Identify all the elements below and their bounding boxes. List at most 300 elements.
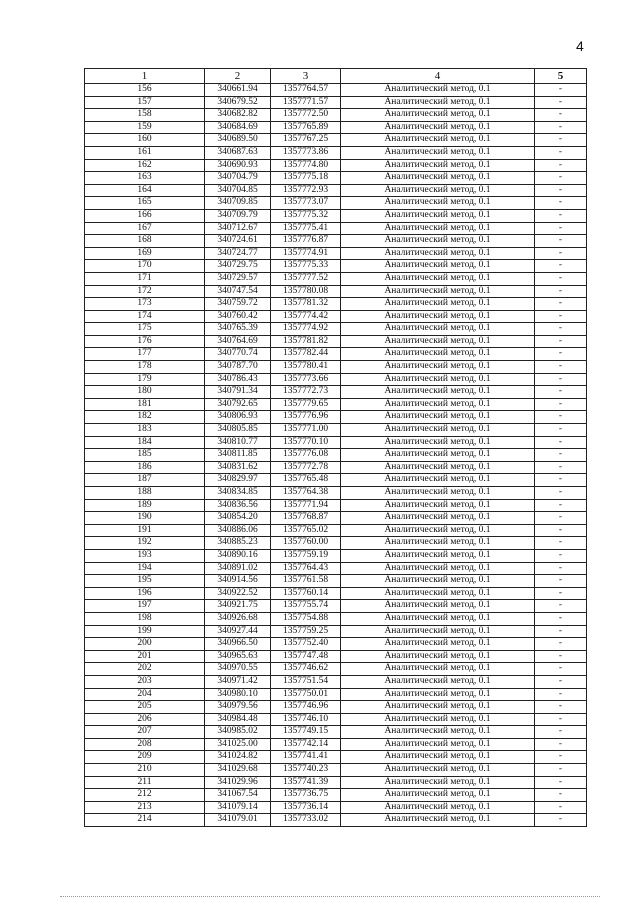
point-number-cell: 178 (85, 361, 205, 374)
x-coordinate-cell: 340684.69 (205, 121, 271, 134)
table-row (85, 575, 587, 588)
y-coordinate-cell: 1357751.54 (271, 675, 341, 688)
x-coordinate-cell: 341024.82 (205, 751, 271, 764)
y-coordinate-cell: 1357747.48 (271, 650, 341, 663)
note-cell: - (535, 96, 587, 109)
method-cell: Аналитический метод, 0.1 (341, 562, 535, 575)
method-cell: Аналитический метод, 0.1 (341, 738, 535, 751)
table-row (85, 650, 587, 663)
x-coordinate-cell: 340891.02 (205, 562, 271, 575)
point-number-cell: 158 (85, 109, 205, 122)
method-cell: Аналитический метод, 0.1 (341, 726, 535, 739)
y-coordinate-cell: 1357774.92 (271, 323, 341, 336)
x-coordinate-cell: 340926.68 (205, 612, 271, 625)
x-coordinate-cell: 341079.14 (205, 801, 271, 814)
table-row (85, 209, 587, 222)
note-cell: - (535, 386, 587, 399)
table-row (85, 146, 587, 159)
x-coordinate-cell: 340759.72 (205, 298, 271, 311)
table-row (85, 764, 587, 777)
method-cell: Аналитический метод, 0.1 (341, 84, 535, 97)
note-cell: - (535, 373, 587, 386)
y-coordinate-cell: 1357752.40 (271, 638, 341, 651)
note-cell: - (535, 776, 587, 789)
note-cell: - (535, 310, 587, 323)
method-cell: Аналитический метод, 0.1 (341, 663, 535, 676)
y-coordinate-cell: 1357771.57 (271, 96, 341, 109)
y-coordinate-cell: 1357740.23 (271, 764, 341, 777)
point-number-cell: 207 (85, 726, 205, 739)
method-cell: Аналитический метод, 0.1 (341, 512, 535, 525)
note-cell: - (535, 562, 587, 575)
note-cell: - (535, 285, 587, 298)
method-cell: Аналитический метод, 0.1 (341, 625, 535, 638)
table-row (85, 562, 587, 575)
table-row (85, 487, 587, 500)
method-cell: Аналитический метод, 0.1 (341, 499, 535, 512)
note-cell: - (535, 159, 587, 172)
note-cell: - (535, 801, 587, 814)
point-number-cell: 157 (85, 96, 205, 109)
x-coordinate-cell: 340890.16 (205, 549, 271, 562)
note-cell: - (535, 260, 587, 273)
point-number-cell: 193 (85, 549, 205, 562)
point-number-cell: 168 (85, 235, 205, 248)
x-coordinate-cell: 340854.20 (205, 512, 271, 525)
y-coordinate-cell: 1357741.39 (271, 776, 341, 789)
point-number-cell: 183 (85, 424, 205, 437)
method-cell: Аналитический метод, 0.1 (341, 335, 535, 348)
x-coordinate-cell: 340791.34 (205, 386, 271, 399)
y-coordinate-cell: 1357736.75 (271, 789, 341, 802)
x-coordinate-cell: 340965.63 (205, 650, 271, 663)
point-number-cell: 175 (85, 323, 205, 336)
note-cell: - (535, 411, 587, 424)
point-number-cell: 199 (85, 625, 205, 638)
note-cell: - (535, 587, 587, 600)
header-col-3: 3 (271, 69, 341, 84)
x-coordinate-cell: 340792.65 (205, 398, 271, 411)
method-cell: Аналитический метод, 0.1 (341, 247, 535, 260)
method-cell: Аналитический метод, 0.1 (341, 285, 535, 298)
coordinates-table (84, 68, 587, 827)
table-row (85, 499, 587, 512)
point-number-cell: 191 (85, 524, 205, 537)
x-coordinate-cell: 340836.56 (205, 499, 271, 512)
method-cell: Аналитический метод, 0.1 (341, 272, 535, 285)
table-row (85, 386, 587, 399)
note-cell: - (535, 814, 587, 827)
point-number-cell: 186 (85, 461, 205, 474)
note-cell: - (535, 348, 587, 361)
method-cell: Аналитический метод, 0.1 (341, 449, 535, 462)
table-row (85, 96, 587, 109)
method-cell: Аналитический метод, 0.1 (341, 348, 535, 361)
x-coordinate-cell: 340712.67 (205, 222, 271, 235)
note-cell: - (535, 449, 587, 462)
table-row (85, 524, 587, 537)
table-row (85, 361, 587, 374)
method-cell: Аналитический метод, 0.1 (341, 159, 535, 172)
table-row (85, 424, 587, 437)
y-coordinate-cell: 1357781.32 (271, 298, 341, 311)
y-coordinate-cell: 1357780.08 (271, 285, 341, 298)
y-coordinate-cell: 1357764.57 (271, 84, 341, 97)
y-coordinate-cell: 1357774.80 (271, 159, 341, 172)
x-coordinate-cell: 340985.02 (205, 726, 271, 739)
table-row (85, 474, 587, 487)
y-coordinate-cell: 1357765.48 (271, 474, 341, 487)
x-coordinate-cell: 340914.56 (205, 575, 271, 588)
x-coordinate-cell: 340661.94 (205, 84, 271, 97)
point-number-cell: 211 (85, 776, 205, 789)
point-number-cell: 213 (85, 801, 205, 814)
x-coordinate-cell: 340886.06 (205, 524, 271, 537)
method-cell: Аналитический метод, 0.1 (341, 713, 535, 726)
table-row (85, 235, 587, 248)
method-cell: Аналитический метод, 0.1 (341, 235, 535, 248)
method-cell: Аналитический метод, 0.1 (341, 96, 535, 109)
table-row (85, 587, 587, 600)
table-row (85, 461, 587, 474)
x-coordinate-cell: 340704.85 (205, 184, 271, 197)
point-number-cell: 160 (85, 134, 205, 147)
point-number-cell: 163 (85, 172, 205, 185)
y-coordinate-cell: 1357781.82 (271, 335, 341, 348)
y-coordinate-cell: 1357777.52 (271, 272, 341, 285)
table-row (85, 512, 587, 525)
y-coordinate-cell: 1357746.62 (271, 663, 341, 676)
footer-divider (60, 896, 600, 897)
table-body (85, 84, 587, 827)
y-coordinate-cell: 1357772.50 (271, 109, 341, 122)
table-row (85, 323, 587, 336)
method-cell: Аналитический метод, 0.1 (341, 688, 535, 701)
method-cell: Аналитический метод, 0.1 (341, 109, 535, 122)
x-coordinate-cell: 340966.50 (205, 638, 271, 651)
x-coordinate-cell: 340786.43 (205, 373, 271, 386)
point-number-cell: 197 (85, 600, 205, 613)
point-number-cell: 162 (85, 159, 205, 172)
y-coordinate-cell: 1357755.74 (271, 600, 341, 613)
y-coordinate-cell: 1357733.02 (271, 814, 341, 827)
point-number-cell: 189 (85, 499, 205, 512)
method-cell: Аналитический метод, 0.1 (341, 411, 535, 424)
x-coordinate-cell: 340770.74 (205, 348, 271, 361)
y-coordinate-cell: 1357770.10 (271, 436, 341, 449)
method-cell: Аналитический метод, 0.1 (341, 487, 535, 500)
y-coordinate-cell: 1357779.65 (271, 398, 341, 411)
method-cell: Аналитический метод, 0.1 (341, 121, 535, 134)
note-cell: - (535, 222, 587, 235)
method-cell: Аналитический метод, 0.1 (341, 310, 535, 323)
point-number-cell: 205 (85, 701, 205, 714)
header-col-4: 4 (341, 69, 535, 84)
point-number-cell: 190 (85, 512, 205, 525)
x-coordinate-cell: 340921.75 (205, 600, 271, 613)
x-coordinate-cell: 340729.57 (205, 272, 271, 285)
x-coordinate-cell: 340709.79 (205, 209, 271, 222)
y-coordinate-cell: 1357768.87 (271, 512, 341, 525)
method-cell: Аналитический метод, 0.1 (341, 701, 535, 714)
table-row (85, 638, 587, 651)
table-row (85, 335, 587, 348)
note-cell: - (535, 549, 587, 562)
y-coordinate-cell: 1357782.44 (271, 348, 341, 361)
point-number-cell: 208 (85, 738, 205, 751)
x-coordinate-cell: 340971.42 (205, 675, 271, 688)
y-coordinate-cell: 1357780.41 (271, 361, 341, 374)
y-coordinate-cell: 1357759.19 (271, 549, 341, 562)
x-coordinate-cell: 340829.97 (205, 474, 271, 487)
table-row (85, 726, 587, 739)
note-cell: - (535, 688, 587, 701)
x-coordinate-cell: 340922.52 (205, 587, 271, 600)
table-row (85, 398, 587, 411)
table-row (85, 801, 587, 814)
y-coordinate-cell: 1357736.14 (271, 801, 341, 814)
x-coordinate-cell: 340984.48 (205, 713, 271, 726)
x-coordinate-cell: 340704.79 (205, 172, 271, 185)
x-coordinate-cell: 340970.55 (205, 663, 271, 676)
method-cell: Аналитический метод, 0.1 (341, 474, 535, 487)
point-number-cell: 164 (85, 184, 205, 197)
x-coordinate-cell: 340810.77 (205, 436, 271, 449)
x-coordinate-cell: 340724.61 (205, 235, 271, 248)
y-coordinate-cell: 1357746.10 (271, 713, 341, 726)
method-cell: Аналитический метод, 0.1 (341, 146, 535, 159)
y-coordinate-cell: 1357771.00 (271, 424, 341, 437)
method-cell: Аналитический метод, 0.1 (341, 134, 535, 147)
x-coordinate-cell: 340690.93 (205, 159, 271, 172)
y-coordinate-cell: 1357764.38 (271, 487, 341, 500)
x-coordinate-cell: 340787.70 (205, 361, 271, 374)
method-cell: Аналитический метод, 0.1 (341, 260, 535, 273)
x-coordinate-cell: 341067.54 (205, 789, 271, 802)
method-cell: Аналитический метод, 0.1 (341, 524, 535, 537)
note-cell: - (535, 575, 587, 588)
table-row (85, 310, 587, 323)
y-coordinate-cell: 1357772.73 (271, 386, 341, 399)
point-number-cell: 209 (85, 751, 205, 764)
point-number-cell: 167 (85, 222, 205, 235)
point-number-cell: 185 (85, 449, 205, 462)
y-coordinate-cell: 1357774.42 (271, 310, 341, 323)
method-cell: Аналитический метод, 0.1 (341, 675, 535, 688)
note-cell: - (535, 625, 587, 638)
point-number-cell: 177 (85, 348, 205, 361)
note-cell: - (535, 499, 587, 512)
y-coordinate-cell: 1357750.01 (271, 688, 341, 701)
x-coordinate-cell: 341079.01 (205, 814, 271, 827)
x-coordinate-cell: 341029.96 (205, 776, 271, 789)
method-cell: Аналитический метод, 0.1 (341, 436, 535, 449)
note-cell: - (535, 184, 587, 197)
table-row (85, 84, 587, 97)
point-number-cell: 198 (85, 612, 205, 625)
method-cell: Аналитический метод, 0.1 (341, 814, 535, 827)
note-cell: - (535, 726, 587, 739)
y-coordinate-cell: 1357760.14 (271, 587, 341, 600)
y-coordinate-cell: 1357776.96 (271, 411, 341, 424)
y-coordinate-cell: 1357775.33 (271, 260, 341, 273)
y-coordinate-cell: 1357761.58 (271, 575, 341, 588)
table-row (85, 713, 587, 726)
note-cell: - (535, 738, 587, 751)
note-cell: - (535, 146, 587, 159)
note-cell: - (535, 134, 587, 147)
note-cell: - (535, 197, 587, 210)
y-coordinate-cell: 1357773.07 (271, 197, 341, 210)
note-cell: - (535, 650, 587, 663)
header-col-5: 5 (535, 69, 587, 84)
method-cell: Аналитический метод, 0.1 (341, 398, 535, 411)
x-coordinate-cell: 340806.93 (205, 411, 271, 424)
table-row (85, 814, 587, 827)
x-coordinate-cell: 340682.82 (205, 109, 271, 122)
table-row (85, 172, 587, 185)
table-row (85, 612, 587, 625)
point-number-cell: 171 (85, 272, 205, 285)
point-number-cell: 165 (85, 197, 205, 210)
note-cell: - (535, 272, 587, 285)
note-cell: - (535, 247, 587, 260)
x-coordinate-cell: 341025.00 (205, 738, 271, 751)
method-cell: Аналитический метод, 0.1 (341, 386, 535, 399)
point-number-cell: 170 (85, 260, 205, 273)
table-row (85, 298, 587, 311)
note-cell: - (535, 335, 587, 348)
method-cell: Аналитический метод, 0.1 (341, 424, 535, 437)
y-coordinate-cell: 1357741.41 (271, 751, 341, 764)
point-number-cell: 206 (85, 713, 205, 726)
header-col-1: 1 (85, 69, 205, 84)
method-cell: Аналитический метод, 0.1 (341, 650, 535, 663)
y-coordinate-cell: 1357742.14 (271, 738, 341, 751)
table-row (85, 751, 587, 764)
note-cell: - (535, 713, 587, 726)
x-coordinate-cell: 340687.63 (205, 146, 271, 159)
x-coordinate-cell: 340834.85 (205, 487, 271, 500)
point-number-cell: 192 (85, 537, 205, 550)
y-coordinate-cell: 1357775.41 (271, 222, 341, 235)
point-number-cell: 161 (85, 146, 205, 159)
note-cell: - (535, 789, 587, 802)
point-number-cell: 172 (85, 285, 205, 298)
note-cell: - (535, 323, 587, 336)
method-cell: Аналитический метод, 0.1 (341, 612, 535, 625)
point-number-cell: 184 (85, 436, 205, 449)
note-cell: - (535, 663, 587, 676)
method-cell: Аналитический метод, 0.1 (341, 764, 535, 777)
note-cell: - (535, 751, 587, 764)
y-coordinate-cell: 1357754.88 (271, 612, 341, 625)
note-cell: - (535, 209, 587, 222)
table-row (85, 197, 587, 210)
table-row (85, 272, 587, 285)
method-cell: Аналитический метод, 0.1 (341, 549, 535, 562)
table-row (85, 260, 587, 273)
x-coordinate-cell: 340927.44 (205, 625, 271, 638)
point-number-cell: 202 (85, 663, 205, 676)
note-cell: - (535, 612, 587, 625)
x-coordinate-cell: 340709.85 (205, 197, 271, 210)
y-coordinate-cell: 1357767.25 (271, 134, 341, 147)
y-coordinate-cell: 1357760.00 (271, 537, 341, 550)
table-row (85, 688, 587, 701)
table-row (85, 247, 587, 260)
method-cell: Аналитический метод, 0.1 (341, 172, 535, 185)
table-row (85, 109, 587, 122)
note-cell: - (535, 84, 587, 97)
y-coordinate-cell: 1357771.94 (271, 499, 341, 512)
table-row (85, 675, 587, 688)
note-cell: - (535, 524, 587, 537)
note-cell: - (535, 474, 587, 487)
point-number-cell: 201 (85, 650, 205, 663)
method-cell: Аналитический метод, 0.1 (341, 751, 535, 764)
note-cell: - (535, 436, 587, 449)
note-cell: - (535, 600, 587, 613)
y-coordinate-cell: 1357776.08 (271, 449, 341, 462)
table-row (85, 121, 587, 134)
x-coordinate-cell: 340885.23 (205, 537, 271, 550)
header-row (85, 69, 587, 84)
note-cell: - (535, 361, 587, 374)
table-row (85, 600, 587, 613)
table-row (85, 134, 587, 147)
point-number-cell: 194 (85, 562, 205, 575)
method-cell: Аналитический метод, 0.1 (341, 801, 535, 814)
table-header (85, 69, 587, 84)
y-coordinate-cell: 1357773.66 (271, 373, 341, 386)
point-number-cell: 173 (85, 298, 205, 311)
method-cell: Аналитический метод, 0.1 (341, 575, 535, 588)
point-number-cell: 181 (85, 398, 205, 411)
point-number-cell: 159 (85, 121, 205, 134)
x-coordinate-cell: 340760.42 (205, 310, 271, 323)
method-cell: Аналитический метод, 0.1 (341, 587, 535, 600)
point-number-cell: 169 (85, 247, 205, 260)
y-coordinate-cell: 1357765.02 (271, 524, 341, 537)
table-row (85, 348, 587, 361)
note-cell: - (535, 675, 587, 688)
table-row (85, 738, 587, 751)
method-cell: Аналитический метод, 0.1 (341, 373, 535, 386)
method-cell: Аналитический метод, 0.1 (341, 638, 535, 651)
y-coordinate-cell: 1357773.86 (271, 146, 341, 159)
x-coordinate-cell: 340765.39 (205, 323, 271, 336)
table-row (85, 222, 587, 235)
note-cell: - (535, 398, 587, 411)
note-cell: - (535, 121, 587, 134)
table-row (85, 449, 587, 462)
method-cell: Аналитический метод, 0.1 (341, 197, 535, 210)
point-number-cell: 182 (85, 411, 205, 424)
table-row (85, 436, 587, 449)
header-col-2: 2 (205, 69, 271, 84)
method-cell: Аналитический метод, 0.1 (341, 222, 535, 235)
note-cell: - (535, 487, 587, 500)
point-number-cell: 203 (85, 675, 205, 688)
table-row (85, 285, 587, 298)
method-cell: Аналитический метод, 0.1 (341, 461, 535, 474)
point-number-cell: 180 (85, 386, 205, 399)
point-number-cell: 204 (85, 688, 205, 701)
y-coordinate-cell: 1357759.25 (271, 625, 341, 638)
page-number: 4 (576, 38, 584, 54)
note-cell: - (535, 701, 587, 714)
